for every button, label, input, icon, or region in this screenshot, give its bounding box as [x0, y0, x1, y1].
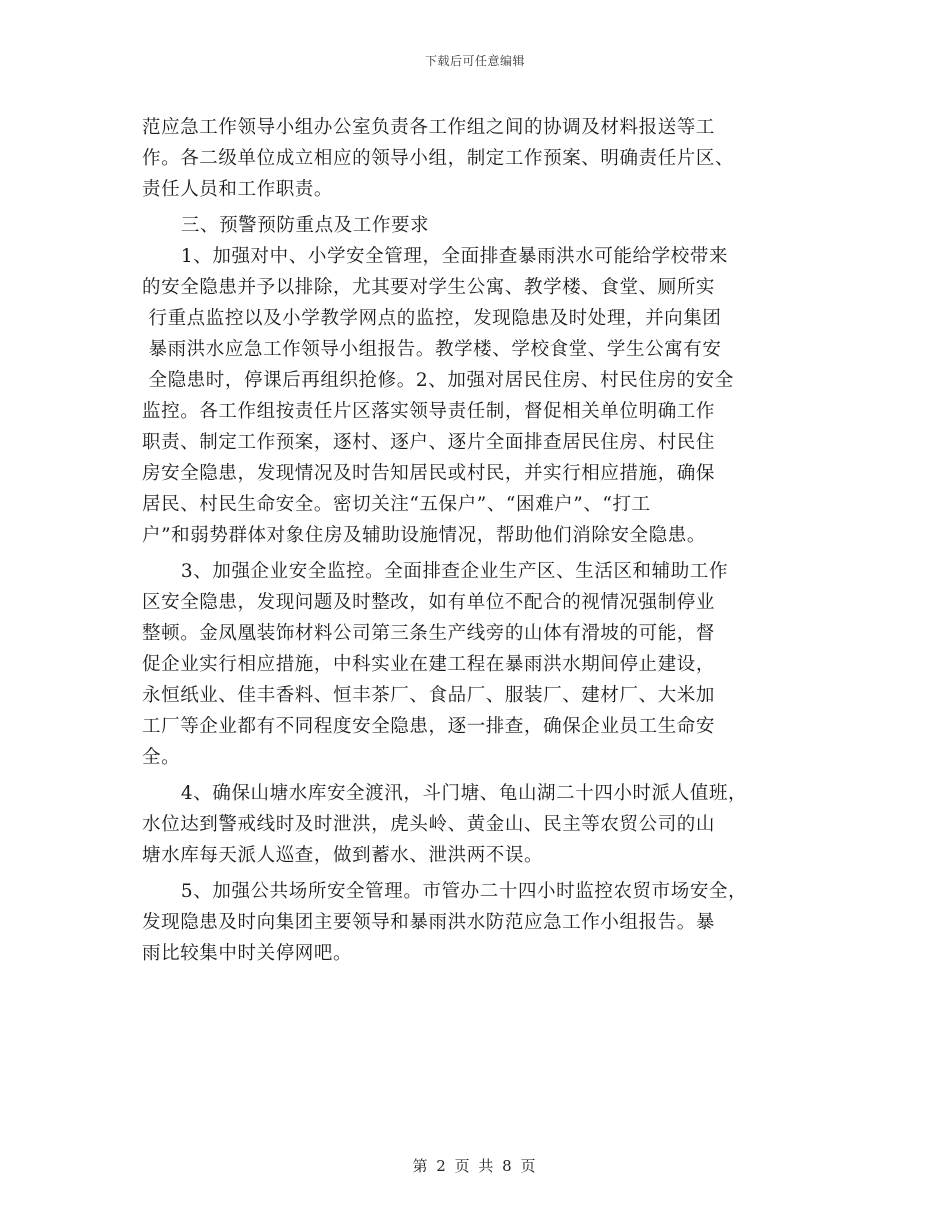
- text-line: 作。各二级单位成立相应的领导小组，制定工作预案、明确责任片区、: [142, 148, 735, 169]
- text-line: 全。: [142, 747, 181, 768]
- text-line: 工厂等企业都有不同程度安全隐患，逐一排查，确保企业员工生命安: [142, 716, 716, 737]
- text-line: 雨比较集中时关停网吧。: [142, 943, 353, 964]
- text-line: 塘水库每天派人巡查，做到蓄水、泄洪两不误。: [142, 845, 544, 866]
- text-line: 行重点监控以及小学教学网点的监控，发现隐患及时处理，并向集团: [142, 308, 722, 329]
- text-line: 促企业实行相应措施，中科实业在建工程在暴雨洪水期间停止建设，: [142, 654, 716, 675]
- text-line: 发现隐患及时向集团主要领导和暴雨洪水防范应急工作小组报告。暴: [142, 912, 716, 933]
- text-line: 范应急工作领导小组办公室负责各工作组之间的协调及材料报送等工: [142, 117, 716, 138]
- text-line: 户”和弱势群体对象住房及辅助设施情况，帮助他们消除安全隐患。: [142, 525, 706, 546]
- text-line: 暴雨洪水应急工作领导小组报告。教学楼、学校食堂、学生公寓有安: [142, 339, 722, 360]
- text-line: 1、加强对中、小学安全管理，全面排查暴雨洪水可能给学校带来: [142, 246, 729, 267]
- text-line: 监控。各工作组按责任片区落实领导责任制，督促相关单位明确工作: [142, 401, 716, 422]
- text-line: 区安全隐患，发现问题及时整改，如有单位不配合的视情况强制停业: [142, 592, 716, 613]
- page-header-note: 下载后可任意编辑: [424, 54, 525, 68]
- text-line: 职责、制定工作预案，逐村、逐户、逐片全面排查居民住房、村民住: [142, 432, 716, 453]
- text-line: 永恒纸业、佳丰香料、恒丰茶厂、食品厂、服装厂、建材厂、大米加: [142, 685, 716, 706]
- document-body: [142, 112, 822, 969]
- text-line: 全隐患时，停课后再组织抢修。2、加强对居民住房、村民住房的安全: [142, 370, 734, 391]
- section-heading: 三、预警预防重点及工作要求: [142, 215, 430, 236]
- text-line: 3、加强企业安全监控。全面排查企业生产区、生活区和辅助工作: [142, 561, 729, 582]
- text-line: 责任人员和工作职责。: [142, 179, 334, 200]
- text-line: 房安全隐患，发现情况及时告知居民或村民，并实行相应措施，确保: [142, 463, 716, 484]
- text-line: 4、确保山塘水库安全渡汛，斗门塘、龟山湖二十四小时派人值班，: [142, 783, 748, 804]
- text-line: 水位达到警戒线时及时泄洪，虎头岭、黄金山、民主等农贸公司的山: [142, 814, 716, 835]
- page-number-footer: 第 2 页 共 8 页: [412, 1157, 538, 1175]
- text-line: 居民、村民生命安全。密切关注“五保户”、“困难户”、“打工: [142, 494, 651, 515]
- text-line: 5、加强公共场所安全管理。市管办二十四小时监控农贸市场安全，: [142, 881, 748, 902]
- text-line: 整顿。金凤凰装饰材料公司第三条生产线旁的山体有滑坡的可能，督: [142, 623, 716, 644]
- text-line: 的安全隐患并予以排除，尤其要对学生公寓、教学楼、食堂、厕所实: [142, 277, 716, 298]
